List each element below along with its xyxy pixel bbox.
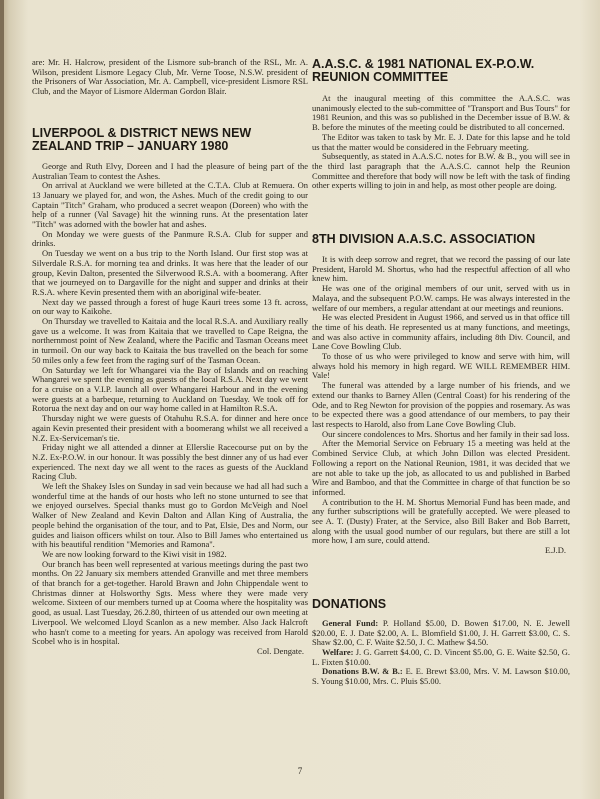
page-spine-shadow <box>0 0 4 799</box>
article-paragraph: On Monday we were guests of the Panmure R.S.A. Club for supper and drinks. <box>32 228 308 249</box>
article-paragraph: On Thursday we travelled to Kaitaia and the local R.S.A. and Auxiliary really gave us a welcome. It was from Kaitaia that we travelled to Cape Reigna, the northernmost point of New Zealand, where the Pacific and Tasman Oceans meet in turmoil. On our way back to Kaitaia the bus travelled on the beach for some 50 miles only a few feet from the raging surf of the Tasman Ocean. <box>32 316 308 365</box>
article-paragraph: After the Memorial Service on February 15 a meeting was held at the Combined Service Club, at which John Dillon was elected President. Following a report on the National Reunion, 1981, it was decided that we are not able to take up the job, as allocated to us and published in Barbed Wire and Bamboo, and that the Committee in charge of that function be so informed. <box>312 438 570 497</box>
division-article <box>312 255 570 556</box>
division-heading: 8TH DIVISION A.A.S.C. ASSOCIATION <box>312 232 536 247</box>
article-paragraph: On Saturday we left for Whangarei via the Bay of Islands and on reaching Whangarei we spent the evening as guests of the local R.S.A. Next day we went for a cruise on a V.I.P. launch all over Whangarei Harbour and in the evening were guests at a barbeque, returning to Auckland on Tuesday. We took off for Rotorua the next day and on our way home called in at Hamilton R.S.A. <box>32 364 308 414</box>
article-paragraph: Next day we passed through a forest of huge Kauri trees some 13 ft. across, on our way to Kaikohe. <box>32 296 308 317</box>
donation-label: Welfare: <box>322 646 354 657</box>
donations-list <box>312 619 570 687</box>
donation-label: General Fund: <box>322 617 379 628</box>
article-paragraph: At the inaugural meeting of this committee the A.A.S.C. was unanimously elected to the sub-committee of "Transport and Bus Tours" for 1981 Reunion, and this was so published in the December issue of B.W. & B. before the minutes of the meeting could be distributed to all concerned. <box>312 93 571 133</box>
donation-text: P. Holland $5.00, D. Bowen $17.00, N. E. Jewell $20.00, E. J. Date $2.00, A. L. Blomfield $1.00, J. H. Garrett $3.00, C. S. Shaw $2.00, C. F. Waite $2.50, J. C. Mathew $4.50. <box>312 617 570 648</box>
article-signature: Col. Dengate. <box>257 645 304 656</box>
article-paragraph: Friday night we all attended a dinner at Ellerslie Racecourse put on by the N.Z. Ex-P.O.W. in our honour. It was possibly the best dinner any of us had ever experienced. The next day we all went to the races as guests of the Auckland Racing Club. <box>32 442 308 482</box>
liverpool-article <box>32 162 308 657</box>
donations-heading: DONATIONS <box>312 596 387 611</box>
article-paragraph: It is with deep sorrow and regret, that we record the passing of our late President, Harold M. Shortus, who had the respectful affection of all who knew him. <box>312 254 570 284</box>
page-number: 7 <box>297 766 303 776</box>
article-paragraph: Our sincere condolences to Mrs. Shortus and her family in their sad loss. <box>322 428 570 439</box>
article-paragraph: On arrival at Auckland we were billeted at the C.T.A. Club at Remuera. On 13 January we played for, and won, the Ashes. Much of the credit going to our Captain "Titch" Graham, who produced a secret weapon (Doreen) who with the help of a runner (Val Savage) hit the winning runs. At the presentation later "Titch" was adorned with the bowler hat and ashes. <box>32 180 308 230</box>
article-paragraph: The funeral was attended by a large number of his friends, and we extend our thanks to Barney Allen (Central Coast) for his rendering of the Ode, and to Reg Newton for provision of the poppies and rosemary. As was to be expected there was a good attendance of our members, to pay their last respects to Harold, also from Lane Cove Bowling Club. <box>312 380 570 429</box>
article-paragraph: He was one of the original members of our unit, served with us in Malaya, and the subsequent P.O.W. camps. He was always interested in the welfare of our members, a regular attendant at our meetings and reunions. <box>312 283 570 313</box>
donation-entry <box>312 667 570 686</box>
donation-text: E. E. Brewt $3.00, Mrs. V. M. Lawson $10.00, S. Young $10.00, Mrs. C. Pluis $5.00. <box>312 666 570 687</box>
article-paragraph: To those of us who were privileged to know and serve with him, will always hold his memory in high regard. WE WILL REMEMBER HIM. Vale! <box>312 351 570 381</box>
article-paragraph: The Editor was taken to task by Mr. E. J. Date for this lapse and he told us that the matter would be considered in the February meeting. <box>312 131 570 152</box>
left-column <box>32 58 308 657</box>
intro-paragraph: are: Mr. H. Halcrow, president of the Lismore sub-branch of the RSL, Mr. A. Wilson, president Lismore Legacy Club, Mr. Verne Toose, N.S.W. president of the Prisoners of War Association, Mr. A. Campbell, vice-president Lismore RSL Club, and the Mayor of Lismore Alderman Gordon Blair. <box>32 57 308 97</box>
article-paragraph: Thursday night we were guests of Otahuhu R.S.A. for dinner and here once again Kevin presented their president with a boomerang whilst we all received a N.Z. Ex-Serviceman's tie. <box>32 413 308 443</box>
donation-label: Donations B.W. & B.: <box>322 666 403 677</box>
article-signature: E.J.D. <box>544 545 566 556</box>
article-paragraph: George and Ruth Elvy, Doreen and I had the pleasure of being part of the Australian Team to contest the Ashes. <box>32 160 308 181</box>
reunion-article <box>312 94 570 191</box>
article-paragraph: We are now looking forward to the Kiwi visit in 1982. <box>42 548 227 559</box>
right-column <box>312 58 570 687</box>
article-paragraph: We left the Shakey Isles on Sunday in sad vein because we had all had such a wonderful time at the hands of our hosts who left no stone unturned to see that we enjoyed ourselves. Special thanks must go to Gordon McVeigh and Noel Walker of New Zealand and Kevin Dalton and Allan King of Australia, the people behind the organisation of the tour, and to Pat, Elsie, Des and Norm, our guides and liaison officers whilst on tour. Also to Bill James who entertained us with his beautiful rendition "Memories and Ramona". <box>32 481 308 550</box>
article-paragraph: A contribution to the H. M. Shortus Memorial Fund has been made, and any further subscriptions will be gratefully accepted. We were pleased to see A. T. (Dusty) Frater, at the Service, also Bill Baker and Bob Barrett, along with the usual good number of our regulars, but there are still a lot more how, I am sure, could attend. <box>312 496 570 546</box>
reunion-heading: A.A.S.C. & 1981 NATIONAL EX-P.O.W. REUNION COMMITTEE <box>312 57 535 84</box>
donation-entry <box>312 619 570 648</box>
donation-entry <box>312 648 570 667</box>
liverpool-heading: LIVERPOOL & DISTRICT NEWS NEW ZEALAND TRIP – JANUARY 1980 <box>32 125 252 153</box>
article-paragraph: Subsequently, as stated in A.A.S.C. notes for B.W. & B., you will see in the third last paragraph that the A.A.S.C. cannot help the Reunion Committee and therefore that body will now be left with the task of finding other experts willing to join in and help, as most other people are doing. <box>312 151 570 191</box>
article-paragraph: Our branch has been well represented at various meetings during the past two months. On 22 January six members attended Granville and met three members of that branch for a get-together. Harold Brawn and John Chippendale went to Christmas dinner at Holsworthy Sgts. Mess where they were made very welcome. Sixteen of our members turned up at Cooma where the hospitality was good, as usual. Last Tuesday, 26.2.80, thirteen of us attended our own meeting at Liverpool. We welcomed Lloyd Scanlon as a new member. Also Jack Halcroft who hasn't come to a meeting for years. An apology was received from Harold Scobel who is in hospital. <box>32 558 308 647</box>
donation-text: J. G. Garrett $4.00, C. D. Vincent $5.00, G. E. Waite $2.50, G. L. Fixten $10.00. <box>312 646 570 667</box>
article-paragraph: On Tuesday we went on a bus trip to the North Island. Our first stop was at Silverdale R.S.A. for morning tea and drinks. It was here that the leader of our group, Kevin Dalton, presented the Silverwood R.S.A. with a boomerang. After that we journeyed on to Dargaville for the night and supper and drinks at their R.S.A. where Kevin presented them with an aboriginal wife-beater. <box>32 248 308 297</box>
article-paragraph: He was elected President in August 1966, and served us in that office till the time of his death. He represented us at many functions, and meetings, and was also active in community affairs, including 8th Div. Council, and Lane Cove Bowling Club. <box>312 312 570 352</box>
